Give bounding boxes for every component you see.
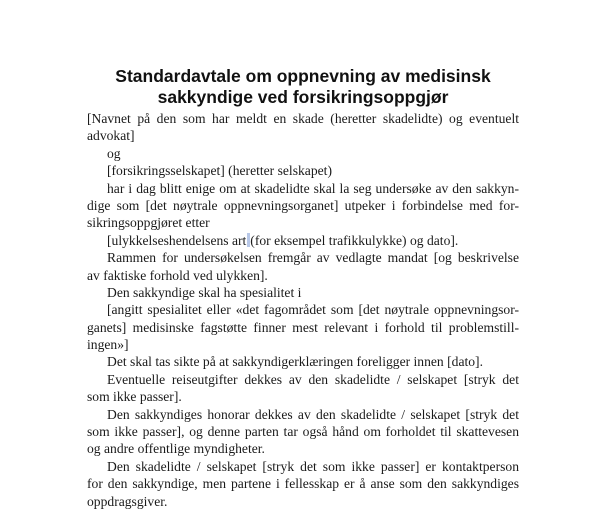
text-line: oppdragsgiver.	[87, 493, 168, 509]
text-line: og andre offentlige myndigheter.	[87, 441, 265, 457]
text-line: som ikke passer], og denne parten tar også hånd om forholdet til skattevesen	[87, 424, 519, 440]
text-line: advokat]	[87, 128, 135, 144]
text-segment: [ulykkelseshendelsens art	[107, 232, 247, 248]
text-line: Den sakkyndiges honorar dekkes av den skadelidte / selskapet [stryk det	[107, 406, 519, 422]
document-title-line-2: sakkyndige ved forsikringsoppgjør	[157, 87, 449, 107]
text-line: har i dag blitt enige om at skadelidte skal la seg undersøke av den sakkyn-	[107, 180, 519, 196]
text-line: og	[107, 145, 121, 161]
text-line: sikringsoppgjøret etter	[87, 215, 210, 231]
text-line: Rammen for undersøkelsen fremgår av vedlagte mandat [og beskrivelse	[107, 250, 519, 266]
text-line: Den sakkyndige skal ha spesialitet i	[107, 284, 302, 300]
text-line: for den sakkyndige, men partene i fellesskap er å anse som den sakkyndiges	[87, 476, 519, 492]
text-line: [forsikringsselskapet] (heretter selskapet)	[107, 163, 332, 179]
text-line: Det skal tas sikte på at sakkyndigerklæringen foreligger innen [dato].	[107, 354, 483, 370]
text-line: av faktiske forhold ved ulykken].	[87, 267, 268, 283]
text-line: som ikke passer].	[87, 389, 182, 405]
text-segment: (for eksempel trafikkulykke) og dato].	[250, 232, 459, 248]
text-line: [angitt spesialitet eller «det fagområdet som [det nøytrale oppnevningsor-	[107, 302, 519, 318]
text-line: ganets] medisinske fagstøtte finner mest relevant i forhold til problemstill-	[87, 319, 519, 335]
text-line: ingen»]	[87, 337, 129, 353]
text-line: dige som [det nøytrale oppnevningsorganet] utpeker i forbindelse med for-	[87, 197, 519, 213]
text-line: Den skadelidte / selskapet [stryk det som ikke passer] er kontaktperson	[107, 458, 519, 474]
text-line: [Navnet på den som har meldt en skade (heretter skadelidte) og eventuelt	[87, 111, 519, 126]
text-line-with-cursor	[87, 232, 519, 249]
document-body[interactable]	[87, 110, 519, 510]
document-title-line-1: Standardavtale om oppnevning av medisinsk	[115, 66, 491, 86]
text-line: Eventuelle reiseutgifter dekkes av den skadelidte / selskapet [stryk det	[107, 371, 519, 387]
